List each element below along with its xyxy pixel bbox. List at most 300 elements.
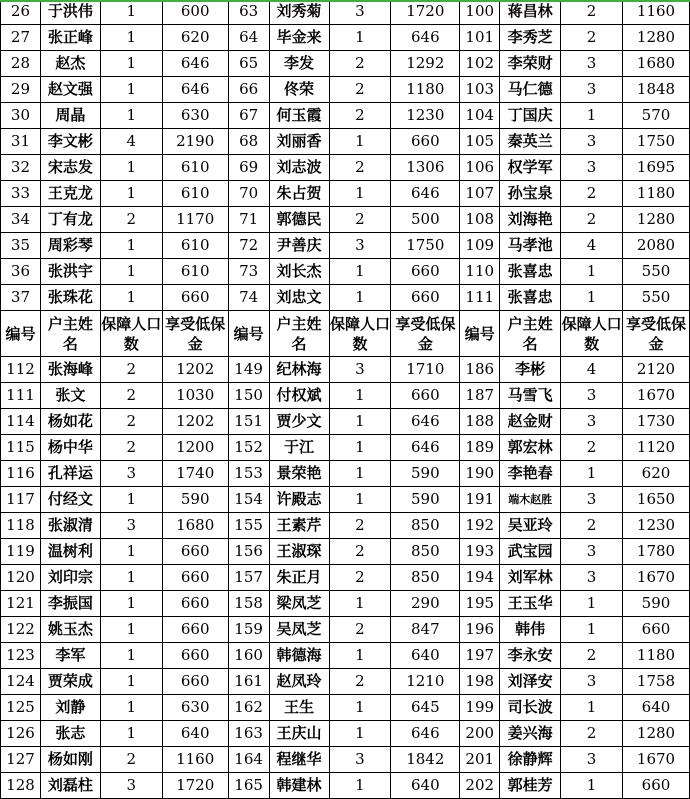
table-row <box>1 565 690 591</box>
table-row <box>1 721 690 747</box>
cell-id: 124 <box>1 669 41 695</box>
cell-id: 100 <box>460 0 500 25</box>
cell-name: 武宝园 <box>500 539 561 565</box>
cell-id: 153 <box>228 461 269 487</box>
cell-id: 117 <box>1 487 41 513</box>
cell-id: 108 <box>460 207 500 233</box>
header-row <box>1 311 690 357</box>
cell-amount: 660 <box>162 617 228 643</box>
cell-count: 3 <box>561 409 623 435</box>
cell-count: 2 <box>561 513 623 539</box>
cell-count: 1 <box>561 591 623 617</box>
cell-count: 1 <box>561 773 623 799</box>
cell-amount: 1202 <box>162 357 228 383</box>
cell-count: 1 <box>100 539 162 565</box>
cell-name: 李彬 <box>500 357 561 383</box>
cell-count: 3 <box>329 233 391 259</box>
cell-name: 徐静辉 <box>500 747 561 773</box>
cell-id: 128 <box>1 773 41 799</box>
cell-id: 37 <box>1 285 41 311</box>
cell-amount: 600 <box>162 0 228 25</box>
cell-name: 李艳春 <box>500 461 561 487</box>
cell-name: 张珠花 <box>40 285 100 311</box>
cell-id: 68 <box>228 129 269 155</box>
table-row <box>1 487 690 513</box>
cell-count: 1 <box>100 695 162 721</box>
cell-count: 1 <box>329 695 391 721</box>
cell-count: 1 <box>100 643 162 669</box>
table-row <box>1 155 690 181</box>
cell-name: 赵文强 <box>40 77 100 103</box>
cell-name: 郭德民 <box>269 207 329 233</box>
cell-id: 151 <box>228 409 269 435</box>
cell-id: 118 <box>1 513 41 539</box>
cell-count: 1 <box>561 285 623 311</box>
cell-amount: 1120 <box>623 435 690 461</box>
cell-name: 张淑清 <box>40 513 100 539</box>
cell-count: 2 <box>100 357 162 383</box>
cell-amount: 620 <box>623 461 690 487</box>
cell-id: 65 <box>228 51 269 77</box>
cell-id: 109 <box>460 233 500 259</box>
cell-name: 端木赵胜 <box>500 487 561 513</box>
cell-count: 1 <box>100 181 162 207</box>
cell-name: 刘忠文 <box>269 285 329 311</box>
cell-name: 王克龙 <box>40 181 100 207</box>
cell-amount: 646 <box>391 181 460 207</box>
cell-amount: 1180 <box>391 77 460 103</box>
cell-id: 155 <box>228 513 269 539</box>
cell-amount: 1842 <box>391 747 460 773</box>
cell-name: 王生 <box>269 695 329 721</box>
table-row <box>1 513 690 539</box>
cell-amount: 590 <box>391 487 460 513</box>
cell-count: 2 <box>561 435 623 461</box>
cell-name: 马孝池 <box>500 233 561 259</box>
cell-name: 于江 <box>269 435 329 461</box>
cell-amount: 1740 <box>162 461 228 487</box>
cell-name: 许殿志 <box>269 487 329 513</box>
cell-name: 纪林海 <box>269 357 329 383</box>
cell-id: 73 <box>228 259 269 285</box>
cell-id: 196 <box>460 617 500 643</box>
cell-amount: 1650 <box>623 487 690 513</box>
cell-id: 161 <box>228 669 269 695</box>
cell-id: 125 <box>1 695 41 721</box>
cell-name: 刘长杰 <box>269 259 329 285</box>
table-row <box>1 435 690 461</box>
cell-name: 李军 <box>40 643 100 669</box>
cell-name: 刘秀菊 <box>269 0 329 25</box>
cell-amount: 660 <box>623 617 690 643</box>
cell-amount: 1670 <box>623 383 690 409</box>
cell-name: 吴凤芝 <box>269 617 329 643</box>
cell-name: 付权斌 <box>269 383 329 409</box>
cell-amount: 1695 <box>623 155 690 181</box>
cell-id: 152 <box>228 435 269 461</box>
cell-name: 王庆山 <box>269 721 329 747</box>
cell-amount: 550 <box>623 285 690 311</box>
cell-count: 1 <box>329 409 391 435</box>
cell-count: 2 <box>329 207 391 233</box>
cell-count: 1 <box>100 0 162 25</box>
cell-name: 姚玉杰 <box>40 617 100 643</box>
cell-amount: 850 <box>391 539 460 565</box>
table-row <box>1 25 690 51</box>
cell-amount: 640 <box>391 773 460 799</box>
cell-count: 2 <box>561 0 623 25</box>
cell-amount: 1680 <box>623 51 690 77</box>
table-row <box>1 285 690 311</box>
cell-amount: 1292 <box>391 51 460 77</box>
cell-id: 114 <box>1 409 41 435</box>
cell-name: 杨如刚 <box>40 747 100 773</box>
cell-name: 蒋昌林 <box>500 0 561 25</box>
cell-amount: 640 <box>623 695 690 721</box>
cell-id: 188 <box>460 409 500 435</box>
cell-amount: 1730 <box>623 409 690 435</box>
table-row <box>1 409 690 435</box>
cell-id: 122 <box>1 617 41 643</box>
cell-id: 64 <box>228 25 269 51</box>
cell-id: 74 <box>228 285 269 311</box>
cell-amount: 1670 <box>623 565 690 591</box>
cell-count: 1 <box>100 591 162 617</box>
cell-count: 3 <box>561 747 623 773</box>
cell-id: 121 <box>1 591 41 617</box>
cell-id: 112 <box>1 357 41 383</box>
cell-count: 1 <box>100 51 162 77</box>
cell-count: 4 <box>100 129 162 155</box>
table-row <box>1 357 690 383</box>
cell-amount: 850 <box>391 513 460 539</box>
cell-id: 27 <box>1 25 41 51</box>
cell-count: 1 <box>100 617 162 643</box>
cell-id: 149 <box>228 357 269 383</box>
cell-count: 3 <box>100 513 162 539</box>
cell-amount: 847 <box>391 617 460 643</box>
header-section <box>1 311 690 357</box>
cell-id: 201 <box>460 747 500 773</box>
cell-name: 刘丽香 <box>269 129 329 155</box>
cell-name: 张喜忠 <box>500 259 561 285</box>
cell-amount: 1230 <box>391 103 460 129</box>
table-row <box>1 233 690 259</box>
cell-count: 4 <box>561 233 623 259</box>
cell-count: 2 <box>561 643 623 669</box>
cell-amount: 660 <box>162 539 228 565</box>
cell-count: 1 <box>100 487 162 513</box>
cell-count: 2 <box>329 539 391 565</box>
cell-name: 王淑琛 <box>269 539 329 565</box>
cell-id: 120 <box>1 565 41 591</box>
table-row <box>1 103 690 129</box>
cell-id: 159 <box>228 617 269 643</box>
cell-id: 195 <box>460 591 500 617</box>
cell-count: 3 <box>100 461 162 487</box>
cell-amount: 2120 <box>623 357 690 383</box>
cell-name: 杨中华 <box>40 435 100 461</box>
cell-count: 1 <box>100 669 162 695</box>
cell-amount: 1160 <box>162 747 228 773</box>
cell-id: 63 <box>228 0 269 25</box>
header-cell-id-2: 编号 <box>228 311 269 357</box>
cell-amount: 1200 <box>162 435 228 461</box>
cell-amount: 646 <box>391 25 460 51</box>
cell-amount: 1280 <box>623 25 690 51</box>
cell-name: 王玉华 <box>500 591 561 617</box>
cell-count: 1 <box>561 617 623 643</box>
cell-count: 2 <box>329 77 391 103</box>
top-green-border <box>0 0 690 2</box>
cell-name: 温树利 <box>40 539 100 565</box>
cell-id: 71 <box>228 207 269 233</box>
table-row <box>1 0 690 25</box>
cell-count: 1 <box>329 461 391 487</box>
table-row <box>1 695 690 721</box>
cell-amount: 630 <box>162 695 228 721</box>
cell-name: 姜兴海 <box>500 721 561 747</box>
cell-amount: 1720 <box>391 0 460 25</box>
cell-count: 3 <box>561 77 623 103</box>
cell-name: 孔祥运 <box>40 461 100 487</box>
cell-name: 权学军 <box>500 155 561 181</box>
cell-name: 李发 <box>269 51 329 77</box>
cell-name: 刘泽安 <box>500 669 561 695</box>
cell-amount: 660 <box>391 383 460 409</box>
cell-amount: 640 <box>162 721 228 747</box>
cell-id: 34 <box>1 207 41 233</box>
cell-id: 115 <box>1 435 41 461</box>
cell-count: 3 <box>561 669 623 695</box>
cell-count: 1 <box>329 25 391 51</box>
cell-count: 1 <box>100 285 162 311</box>
cell-id: 157 <box>228 565 269 591</box>
cell-name: 张文 <box>40 383 100 409</box>
cell-amount: 1170 <box>162 207 228 233</box>
table-row <box>1 259 690 285</box>
cell-amount: 500 <box>391 207 460 233</box>
cell-name: 孙宝泉 <box>500 181 561 207</box>
cell-name: 刘志波 <box>269 155 329 181</box>
cell-amount: 1210 <box>391 669 460 695</box>
cell-id: 150 <box>228 383 269 409</box>
cell-count: 1 <box>561 103 623 129</box>
cell-amount: 660 <box>623 773 690 799</box>
cell-id: 110 <box>460 259 500 285</box>
header-cell-id-3: 编号 <box>460 311 500 357</box>
cell-name: 景荣艳 <box>269 461 329 487</box>
cell-id: 191 <box>460 487 500 513</box>
cell-amount: 1202 <box>162 409 228 435</box>
cell-name: 于洪伟 <box>40 0 100 25</box>
cell-id: 158 <box>228 591 269 617</box>
cell-count: 1 <box>100 721 162 747</box>
cell-amount: 1750 <box>391 233 460 259</box>
cell-amount: 660 <box>391 129 460 155</box>
table-row <box>1 129 690 155</box>
cell-amount: 2190 <box>162 129 228 155</box>
cell-name: 尹善庆 <box>269 233 329 259</box>
cell-amount: 1670 <box>623 747 690 773</box>
cell-id: 127 <box>1 747 41 773</box>
cell-count: 1 <box>329 259 391 285</box>
cell-name: 程继华 <box>269 747 329 773</box>
table-row <box>1 591 690 617</box>
cell-count: 1 <box>100 103 162 129</box>
cell-name: 韩德海 <box>269 643 329 669</box>
cell-amount: 570 <box>623 103 690 129</box>
cell-name: 张洪宇 <box>40 259 100 285</box>
cell-amount: 2080 <box>623 233 690 259</box>
cell-id: 194 <box>460 565 500 591</box>
cell-name: 周彩琴 <box>40 233 100 259</box>
cell-amount: 610 <box>162 259 228 285</box>
cell-amount: 660 <box>162 669 228 695</box>
cell-count: 2 <box>100 207 162 233</box>
cell-id: 187 <box>460 383 500 409</box>
cell-count: 4 <box>561 357 623 383</box>
table-row <box>1 51 690 77</box>
cell-id: 199 <box>460 695 500 721</box>
cell-id: 30 <box>1 103 41 129</box>
cell-id: 156 <box>228 539 269 565</box>
header-cell-amount-2: 享受低保金 <box>391 311 460 357</box>
cell-amount: 660 <box>162 643 228 669</box>
header-cell-amount-3: 享受低保金 <box>623 311 690 357</box>
cell-amount: 640 <box>391 643 460 669</box>
cell-amount: 1160 <box>623 0 690 25</box>
cell-count: 2 <box>561 181 623 207</box>
cell-id: 197 <box>460 643 500 669</box>
cell-count: 1 <box>100 77 162 103</box>
cell-name: 贾荣成 <box>40 669 100 695</box>
cell-count: 2 <box>100 747 162 773</box>
cell-count: 2 <box>329 617 391 643</box>
cell-name: 朱占贺 <box>269 181 329 207</box>
cell-id: 192 <box>460 513 500 539</box>
cell-id: 190 <box>460 461 500 487</box>
cell-amount: 646 <box>162 77 228 103</box>
cell-id: 104 <box>460 103 500 129</box>
cell-name: 张海峰 <box>40 357 100 383</box>
cell-name: 韩伟 <box>500 617 561 643</box>
cell-id: 162 <box>228 695 269 721</box>
cell-id: 123 <box>1 643 41 669</box>
cell-count: 2 <box>329 155 391 181</box>
cell-count: 1 <box>561 695 623 721</box>
cell-id: 111 <box>460 285 500 311</box>
cell-name: 刘军林 <box>500 565 561 591</box>
header-cell-name-1: 户主姓名 <box>40 311 100 357</box>
cell-amount: 550 <box>623 259 690 285</box>
cell-amount: 1180 <box>623 181 690 207</box>
cell-id: 111 <box>1 383 41 409</box>
cell-count: 1 <box>329 285 391 311</box>
cell-id: 154 <box>228 487 269 513</box>
cell-amount: 660 <box>162 285 228 311</box>
cell-id: 35 <box>1 233 41 259</box>
cell-amount: 1750 <box>623 129 690 155</box>
table-row <box>1 773 690 799</box>
cell-amount: 1710 <box>391 357 460 383</box>
cell-amount: 620 <box>162 25 228 51</box>
cell-id: 36 <box>1 259 41 285</box>
cell-id: 29 <box>1 77 41 103</box>
cell-amount: 610 <box>162 181 228 207</box>
table-body-top <box>1 0 690 311</box>
cell-count: 1 <box>329 435 391 461</box>
cell-amount: 610 <box>162 233 228 259</box>
header-cell-id-1: 编号 <box>1 311 41 357</box>
cell-name: 梁凤芝 <box>269 591 329 617</box>
cell-amount: 1720 <box>162 773 228 799</box>
cell-name: 王素芹 <box>269 513 329 539</box>
table-row <box>1 461 690 487</box>
cell-count: 1 <box>329 487 391 513</box>
cell-amount: 290 <box>391 591 460 617</box>
cell-amount: 1180 <box>623 643 690 669</box>
cell-amount: 1306 <box>391 155 460 181</box>
cell-name: 佟荣 <box>269 77 329 103</box>
cell-count: 3 <box>561 51 623 77</box>
cell-name: 贾少文 <box>269 409 329 435</box>
cell-count: 1 <box>329 129 391 155</box>
cell-amount: 1680 <box>162 513 228 539</box>
cell-name: 付经文 <box>40 487 100 513</box>
cell-amount: 646 <box>162 51 228 77</box>
table-row <box>1 747 690 773</box>
cell-count: 3 <box>561 383 623 409</box>
cell-id: 103 <box>460 77 500 103</box>
cell-amount: 646 <box>391 721 460 747</box>
table-row <box>1 207 690 233</box>
cell-count: 2 <box>100 383 162 409</box>
cell-count: 2 <box>329 565 391 591</box>
header-cell-amount-1: 享受低保金 <box>162 311 228 357</box>
cell-count: 1 <box>100 233 162 259</box>
cell-count: 1 <box>329 773 391 799</box>
cell-name: 毕金来 <box>269 25 329 51</box>
cell-name: 赵凤玲 <box>269 669 329 695</box>
cell-id: 163 <box>228 721 269 747</box>
cell-name: 李振国 <box>40 591 100 617</box>
cell-count: 1 <box>100 565 162 591</box>
cell-amount: 660 <box>391 259 460 285</box>
cell-name: 刘印宗 <box>40 565 100 591</box>
table-row <box>1 383 690 409</box>
cell-id: 105 <box>460 129 500 155</box>
cell-count: 2 <box>329 51 391 77</box>
cell-id: 186 <box>460 357 500 383</box>
cell-amount: 850 <box>391 565 460 591</box>
cell-name: 朱正月 <box>269 565 329 591</box>
cell-id: 72 <box>228 233 269 259</box>
cell-amount: 1780 <box>623 539 690 565</box>
cell-id: 67 <box>228 103 269 129</box>
header-cell-count-2: 保障人口数 <box>329 311 391 357</box>
cell-name: 司长波 <box>500 695 561 721</box>
cell-count: 1 <box>329 721 391 747</box>
cell-id: 200 <box>460 721 500 747</box>
cell-count: 1 <box>329 383 391 409</box>
cell-name: 张正峰 <box>40 25 100 51</box>
cell-count: 3 <box>561 155 623 181</box>
cell-name: 刘静 <box>40 695 100 721</box>
cell-count: 1 <box>561 259 623 285</box>
cell-id: 26 <box>1 0 41 25</box>
cell-name: 丁有龙 <box>40 207 100 233</box>
